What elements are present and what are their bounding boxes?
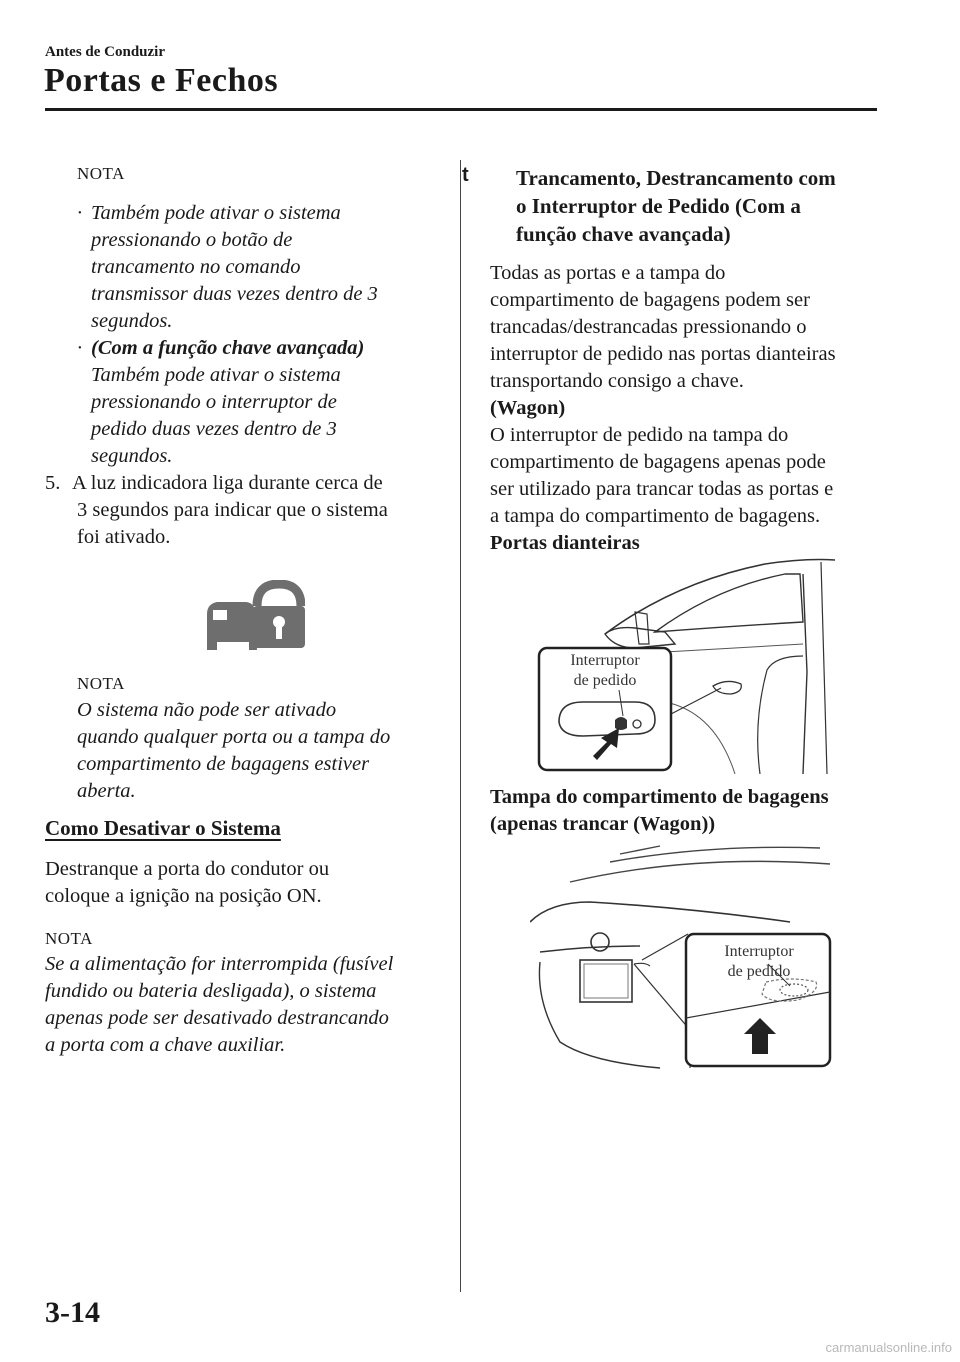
note-line: Se a alimentação for interrompida (fusível [45, 953, 394, 975]
step-line: 3 segundos para indicar que o sistema [77, 499, 388, 521]
note-label: NOTA [77, 674, 125, 693]
note-line: trancamento no comando [91, 256, 301, 278]
note-text [45, 951, 455, 1059]
note-line: fundido ou bateria desligada), o sistema [45, 980, 377, 1002]
note-line: a porta com a chave auxiliar. [45, 1034, 286, 1056]
page-number: 3-14 [45, 1296, 100, 1329]
label-line: Tampa do compartimento de bagagens [490, 786, 829, 808]
body-line: transportando consigo a chave. [490, 370, 744, 392]
note-line: pressionando o botão de [91, 229, 293, 251]
label-line: (apenas trancar (Wagon)) [490, 813, 716, 835]
callout-line: Interruptor [570, 652, 640, 669]
note-line: Também pode ativar o sistema [91, 202, 341, 224]
body-line: trancadas/destrancadas pressionando o [490, 316, 807, 338]
heading-line: Trancamento, Destrancamento com [516, 166, 836, 190]
watermark: carmanualsonline.info [825, 1340, 952, 1355]
deactivate-heading: Como Desativar o Sistema [45, 816, 281, 840]
callout-line: Interruptor [724, 943, 794, 960]
bullet-dot: · [77, 337, 83, 359]
security-indicator-icon [205, 580, 305, 652]
step-line: foi ativado. [77, 526, 171, 548]
procedure-body [490, 260, 880, 557]
body-line: Todas as portas e a tampa do [490, 262, 726, 284]
note-line: transmissor duas vezes dentro de 3 [91, 283, 378, 305]
note-bullet-title: (Com a função chave avançada) [91, 337, 365, 359]
chapter-title: Portas e Fechos [44, 62, 279, 99]
heading-line: função chave avançada) [516, 222, 731, 246]
bullet-dot: · [77, 202, 83, 224]
wagon-label: (Wagon) [490, 397, 566, 419]
note-bullet-2 [77, 335, 451, 470]
section-label: Antes de Conduzir [45, 44, 166, 60]
note-line: pressionando o interruptor de [91, 391, 337, 413]
column-divider [460, 160, 461, 1292]
note-line: apenas pode ser desativado destrancando [45, 1007, 389, 1029]
body-line: O interruptor de pedido na tampa do [490, 424, 789, 446]
note-line: segundos. [91, 445, 173, 467]
callout-line: de pedido [727, 963, 791, 980]
heading-line: o Interruptor de Pedido (Com a [516, 194, 801, 218]
note-line: compartimento de bagagens estiver [77, 753, 370, 775]
note-text [77, 697, 457, 805]
header-rule [45, 108, 877, 111]
body-line: coloque a ignição na posição ON. [45, 885, 322, 907]
note-line: segundos. [91, 310, 173, 332]
note-bullet-1 [77, 200, 451, 335]
note-line: aberta. [77, 780, 136, 802]
body-line: ser utilizado para trancar todas as portas e [490, 478, 834, 500]
note-label: NOTA [77, 164, 125, 183]
body-line: compartimento de bagagens podem ser [490, 289, 810, 311]
figure-1-callout [550, 651, 660, 691]
callout-line: de pedido [573, 672, 637, 689]
step-5 [45, 470, 445, 551]
note-line: Também pode ativar o sistema [91, 364, 341, 386]
front-doors-label: Portas dianteiras [490, 532, 640, 554]
note-label: NOTA [45, 929, 93, 948]
note-line: quando qualquer porta ou a tampa do [77, 726, 391, 748]
step-line: A luz indicadora liga durante cerca de [72, 472, 383, 494]
deactivate-text [45, 856, 445, 910]
note-line: pedido duas vezes dentro de 3 [91, 418, 337, 440]
body-line: interruptor de pedido nas portas dianteiras [490, 343, 836, 365]
note-line: O sistema não pode ser ativado [77, 699, 337, 721]
trunk-label [490, 784, 880, 838]
body-line: a tampa do compartimento de bagagens. [490, 505, 821, 527]
procedure-heading [516, 164, 876, 248]
body-line: compartimento de bagagens apenas pode [490, 451, 826, 473]
figure-2-callout [706, 942, 812, 982]
step-number: 5. [45, 472, 61, 494]
body-line: Destranque a porta do condutor ou [45, 858, 330, 880]
section-marker: t [462, 164, 469, 186]
